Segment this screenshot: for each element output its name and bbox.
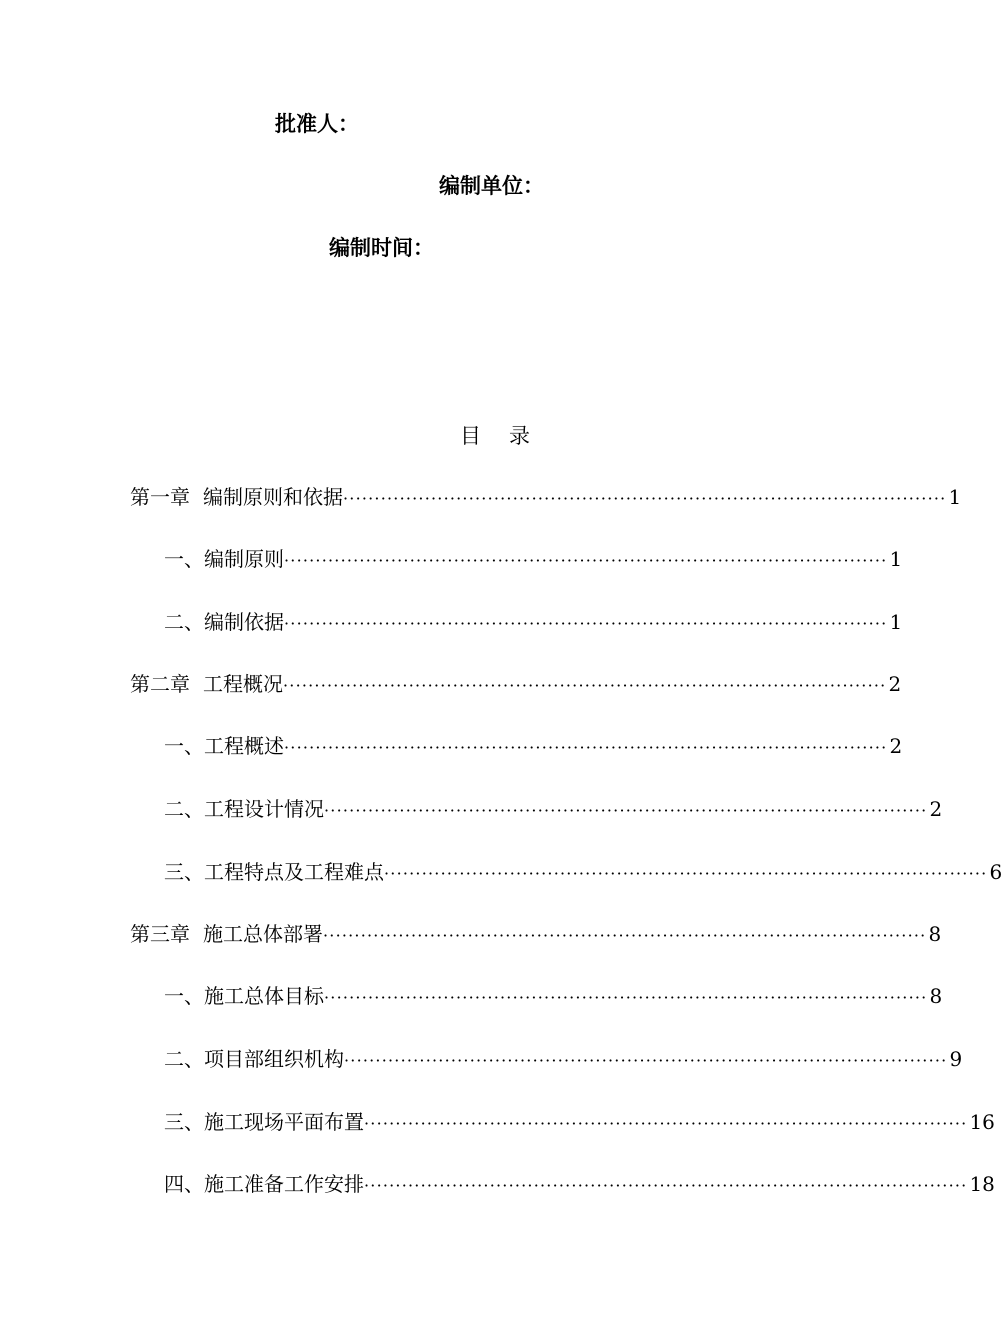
toc-entry-section[interactable] — [164, 1046, 963, 1072]
toc-page-number: 18 — [969, 1172, 995, 1196]
toc-page-number: 8 — [928, 922, 942, 946]
toc-entry-label: 四、施工准备工作安排 — [164, 1172, 364, 1196]
toc-leader-dots: ································································································ — [284, 738, 888, 757]
toc-entry-section[interactable] — [164, 546, 903, 572]
toc-entry-label: 第二章 工程概况 — [130, 672, 283, 696]
toc-entry-chapter-2[interactable] — [130, 671, 902, 697]
toc-leader-dots: ································································································ — [324, 801, 928, 820]
toc-entry-section[interactable] — [164, 1109, 995, 1135]
toc-page-number: 1 — [948, 485, 962, 509]
toc-page-number: 6 — [989, 860, 1002, 884]
toc-entry-label: 二、编制依据 — [164, 610, 284, 634]
toc-entry-chapter-3[interactable] — [130, 921, 942, 947]
toc-entry-section[interactable] — [164, 1171, 995, 1197]
toc-entry-section[interactable] — [164, 609, 903, 635]
approver-label: 批准人： — [275, 112, 359, 136]
toc-page-number: 16 — [969, 1110, 995, 1134]
toc-leader-dots: ································································································ — [284, 551, 888, 570]
toc-entry-chapter-1[interactable] — [130, 484, 962, 510]
compiling-unit-label: 编制单位： — [439, 174, 544, 198]
toc-entry-section[interactable] — [164, 733, 903, 759]
toc-leader-dots: ································································································ — [364, 1114, 968, 1133]
toc-entry-label: 一、施工总体目标 — [164, 984, 324, 1008]
toc-leader-dots: ································································································ — [283, 676, 887, 695]
toc-page-number: 2 — [888, 672, 902, 696]
toc-page-number: 2 — [929, 797, 943, 821]
toc-entry-section[interactable] — [164, 859, 1002, 885]
toc-entry-label: 第三章 施工总体部署 — [130, 922, 323, 946]
toc-entry-section[interactable] — [164, 983, 943, 1009]
toc-leader-dots: ································································································ — [323, 926, 927, 945]
toc-leader-dots: ································································································ — [344, 1051, 948, 1070]
toc-entry-section[interactable] — [164, 796, 943, 822]
toc-page-number: 2 — [889, 734, 903, 758]
toc-entry-label: 二、工程设计情况 — [164, 797, 324, 821]
compiling-time-label: 编制时间： — [329, 236, 434, 260]
toc-leader-dots: ································································································ — [343, 489, 947, 508]
toc-leader-dots: ································································································ — [364, 1176, 968, 1195]
toc-page-number: 9 — [949, 1047, 963, 1071]
toc-entry-label: 三、施工现场平面布置 — [164, 1110, 364, 1134]
toc-leader-dots: ································································································ — [284, 614, 888, 633]
toc-entry-label: 二、项目部组织机构 — [164, 1047, 344, 1071]
toc-page-number: 1 — [889, 610, 903, 634]
toc-entry-label: 一、工程概述 — [164, 734, 284, 758]
toc-page-number: 8 — [929, 984, 943, 1008]
toc-leader-dots: ································································································ — [324, 988, 928, 1007]
toc-entry-label: 一、编制原则 — [164, 547, 284, 571]
toc-entry-label: 三、工程特点及工程难点 — [164, 860, 384, 884]
toc-leader-dots: ································································································ — [384, 864, 988, 883]
toc-title-char-2: 录 — [509, 424, 530, 448]
toc-entry-label: 第一章 编制原则和依据 — [130, 485, 343, 509]
toc-page-number: 1 — [889, 547, 903, 571]
toc-title-char-1: 目 — [460, 424, 481, 448]
